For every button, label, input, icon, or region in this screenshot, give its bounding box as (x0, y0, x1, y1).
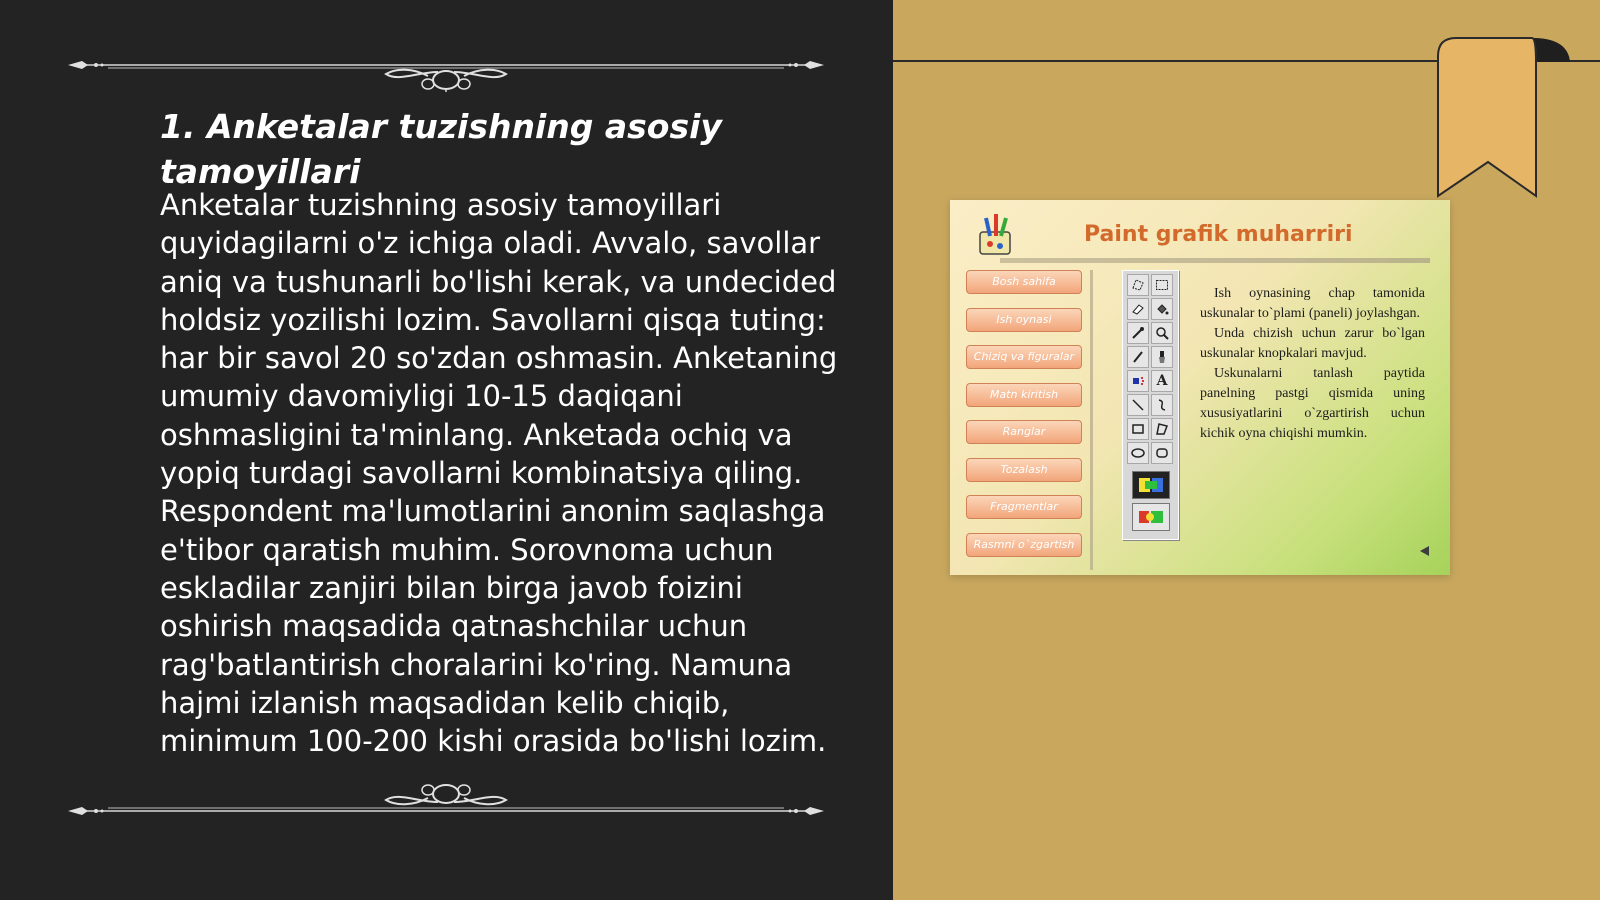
bookmark-ribbon (1436, 36, 1572, 198)
image-thumbnail-icon (1132, 503, 1170, 531)
menu-button-fragmentlar[interactable]: Fragmentlar (966, 495, 1082, 519)
fill-bucket-icon (1151, 298, 1173, 320)
ellipse-tool-icon (1127, 442, 1149, 464)
magnifier-icon (1151, 322, 1173, 344)
paint-menu-buttons (966, 270, 1082, 570)
paint-toolbox (1122, 270, 1179, 540)
rect-select-icon (1151, 274, 1173, 296)
menu-button-chiziq-va-figuralar[interactable]: Chiziq va figuralar (966, 345, 1082, 369)
description-paragraph-1: Ish oynasining chap tamonida uskunalar to`plami (paneli) joylashgan. (1200, 286, 1425, 321)
rectangle-tool-icon (1127, 418, 1149, 440)
menu-button-tozalash[interactable]: Tozalash (966, 458, 1082, 482)
color-swatch-icon (1132, 471, 1170, 499)
curve-tool-icon (1151, 394, 1173, 416)
polygon-tool-icon (1151, 418, 1173, 440)
line-tool-icon (1127, 394, 1149, 416)
bottom-ornament-divider (68, 780, 824, 830)
paint-editor-slide-image (950, 200, 1450, 575)
menu-button-rasmni-ozgartish[interactable]: Rasmni o`zgartish (966, 533, 1082, 557)
brush-icon (1151, 346, 1173, 368)
slide-title: 1. Anketalar tuzishning asosiy tamoyillari (160, 107, 722, 191)
pencil-icon (1127, 346, 1149, 368)
menu-button-ish-oynasi[interactable]: Ish oynasi (966, 308, 1082, 332)
text-tool-icon: A (1151, 370, 1173, 392)
free-select-icon (1127, 274, 1149, 296)
description-paragraph-2: Unda chizish uchun zarur bo`lgan uskunalar knopkalari mavjud. (1200, 326, 1425, 361)
menu-button-ranglar[interactable]: Ranglar (966, 420, 1082, 444)
paint-card-description (1200, 284, 1425, 444)
card-title-underline (1000, 258, 1430, 263)
rounded-rect-tool-icon (1151, 442, 1173, 464)
menu-button-bosh-sahifa[interactable]: Bosh sahifa (966, 270, 1082, 294)
top-ornament-divider (68, 42, 824, 92)
eraser-icon (1127, 298, 1149, 320)
slide-body-text: Anketalar tuzishning asosiy tamoyillari quyidagilarni o'z ichiga oladi. Avvalo, savollar aniq va tushunarli bo'lishi kerak, va undecided holdsiz yozilishi lozim. Savollarni qisqa tuting: har bir savol 20 so'zdan oshmasin. Anketaning umumiy davomiyligi 10-15 daqiqani oshmasligini ta'minlang. Anketada ochiq va yopiq turdagi savollarni kombinatsiya qiling. Respondent ma'lumotlarini anonim saqlashga e'tibor qaratish muhim. Sorovnoma uchun eskladilar zanjiri bilan birga javob foizini oshirish maqsadida qatnashchilar uchun rag'batlantirish choralarini ko'ring. Namuna hajmi izlanish maqsadidan kelib chiqib, minimum 100-200 kishi orasida bo'lishi lozim. (160, 188, 838, 759)
airbrush-icon (1127, 370, 1149, 392)
paint-card-title: Paint grafik muharriri (1084, 222, 1353, 247)
description-paragraph-3: Uskunalarni tanlash paytida panelning pastgi qismida uning xususiyatlarini o`zgartirish uchun kichik oyna chiqishi mumkin. (1200, 366, 1425, 441)
paint-logo-icon (972, 210, 1018, 258)
card-vertical-divider (1090, 270, 1093, 570)
menu-button-matn-kiritish[interactable]: Matn kiritish (966, 383, 1082, 407)
back-arrow-icon[interactable] (1420, 546, 1429, 556)
eyedropper-icon (1127, 322, 1149, 344)
